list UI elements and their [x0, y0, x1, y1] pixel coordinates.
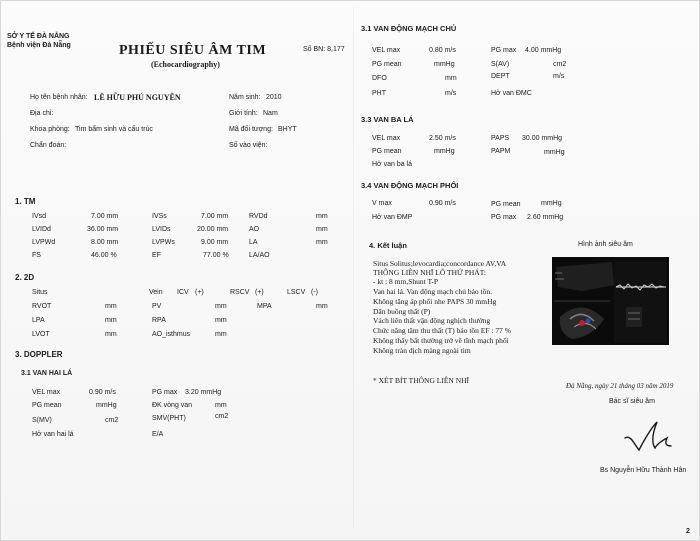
tm-lvidd-value: 36.00 mm [87, 226, 119, 233]
aortic-vel-max-label: VEL max [372, 47, 401, 54]
tm-lvids-label: LVIDs [152, 226, 171, 233]
ao-isthmus-label: AO_isthmus [152, 331, 191, 338]
aortic-dept-label: DEPT [491, 73, 510, 80]
tm-la-ao-label: LA/AO [249, 252, 270, 259]
conclusion-line-5: Không tăng áp phổi nhe PAPS 30 mmHg [373, 297, 497, 306]
mitral-vel-max-value: 0.90 m/s [89, 389, 116, 396]
situs-label: Situs [32, 289, 48, 296]
twod-heading: 2. 2D [15, 273, 35, 282]
conclusion-line-10: Không tràn dịch màng ngoài tim [373, 346, 471, 355]
tricuspid-vel-max-value: 2.50 m/s [429, 135, 456, 142]
tm-fs-value: 46.00 % [91, 252, 117, 259]
conclusion-line-7: Vách liên thất vận động nghịch thường [373, 316, 491, 325]
vein-label: Vein [149, 289, 163, 296]
sex-value: Nam [263, 110, 278, 117]
pulmonary-v-max-label: V max [372, 200, 392, 207]
recommendation: * XÉT BÍT THÔNG LIÊN NHĨ [373, 376, 470, 385]
tm-ef-label: EF [152, 252, 161, 259]
conclusion-line-2: THÔNG LIÊN NHĨ LỖ THỨ PHÁT: [373, 268, 487, 277]
tm-lvpws-value: 9.00 mm [201, 239, 229, 246]
dob-value: 2010 [266, 94, 282, 101]
object-code-label: Mã đối tượng: [229, 126, 273, 133]
aortic-dfo-unit: mm [445, 75, 457, 82]
aortic-pht-unit: m/s [445, 90, 457, 97]
sex-label: Giới tính: [229, 110, 258, 117]
tm-lvidd-label: LVIDd [32, 226, 51, 233]
object-code-value: BHYT [278, 126, 297, 133]
rvot-label: RVOT [32, 303, 52, 310]
doppler-heading: 3. DOPPLER [15, 350, 63, 359]
tm-ef-value: 77.00 % [203, 252, 229, 259]
mitral-pg-mean-unit: mmHg [96, 402, 117, 409]
conclusion-heading: 4. Kết luận [369, 241, 407, 250]
tm-lvpwd-label: LVPWd [32, 239, 56, 246]
mitral-pg-max-label: PG max [152, 389, 178, 396]
mitral-smv-pht-unit: cm2 [215, 413, 229, 420]
conclusion-line-1: Situs Solitus;levocardia;concordance AV,VA [373, 259, 507, 268]
department-value: Tim bẩm sinh và cấu trúc [75, 126, 153, 133]
tm-la-label: LA [249, 239, 258, 246]
tricuspid-paps-value: 30.00 mmHg [522, 135, 563, 142]
tm-lvids-value: 20.00 mm [197, 226, 229, 233]
signer-role: Bác sĩ siêu âm [609, 398, 655, 405]
pulmonary-heading: 3.4 VAN ĐỘNG MẠCH PHỔI [361, 181, 459, 190]
aortic-pg-max-value: 4.00 mmHg [525, 47, 562, 54]
hospital-name: Bệnh viện Đà Nẵng [7, 42, 71, 49]
pv-label: PV [152, 303, 162, 310]
tricuspid-pg-mean-unit: mmHg [434, 148, 455, 155]
aortic-pg-max-label: PG max [491, 47, 517, 54]
pulmonary-pg-max-label: PG max [491, 214, 517, 221]
tricuspid-papm-unit: mmHg [544, 149, 565, 156]
ultrasound-image-label: Hình ảnh siêu âm [578, 241, 633, 248]
tm-rvdd-label: RVDd [249, 213, 268, 220]
pulmonary-v-max-value: 0.90 m/s [429, 200, 456, 207]
conclusion-line-3: - kt : 8 mm,Shunt T-P [373, 277, 439, 286]
tricuspid-papm-label: PAPM [491, 148, 511, 155]
tm-ao-label: AO [249, 226, 260, 233]
mitral-smv-unit: cm2 [105, 417, 119, 424]
aortic-vel-max-value: 0.80 m/s [429, 47, 456, 54]
conclusion-line-4: Van hai lá. Van động mạch chủ bảo tồn. [373, 287, 493, 296]
doctor-name: Bs Nguyễn Hữu Thành Hân [600, 467, 687, 474]
mitral-smv-label: S(MV) [32, 417, 52, 424]
ultrasound-image [552, 257, 669, 345]
aortic-regurg-label: Hở van ĐMC [491, 90, 532, 97]
rpa-label: RPA [152, 317, 166, 324]
tricuspid-heading: 3.3 VAN BA LÁ [361, 115, 414, 124]
conclusion-line-8: Chức năng tâm thu thất (T) bảo tồn EF : 77 % [373, 326, 511, 335]
aortic-sav-unit: cm2 [553, 61, 567, 68]
aortic-dept-unit: m/s [553, 73, 565, 80]
report-date: Đà Nẵng, ngày 21 tháng 03 năm 2019 [566, 382, 674, 390]
aortic-sav-label: S(AV) [491, 61, 510, 68]
page-number: 2 [686, 528, 690, 535]
tm-ivsd-label: IVsd [32, 213, 47, 220]
aortic-heading: 3.1 VAN ĐỘNG MẠCH CHỦ [361, 24, 457, 33]
diagnosis-label: Chẩn đoán: [30, 142, 67, 149]
aortic-pht-label: PHT [372, 90, 386, 97]
pulmonary-pg-mean-label: PG mean [491, 201, 521, 208]
pulmonary-pg-max-value: 2.60 mmHg [527, 214, 564, 221]
column-divider [353, 7, 354, 527]
icv-label: ICV [177, 289, 189, 296]
lpa-unit: mm [105, 317, 117, 324]
lscv-value: (-) [311, 289, 318, 296]
patient-name: LÊ HỮU PHÚ NGUYÊN [94, 93, 181, 102]
lpa-label: LPA [32, 317, 45, 324]
mitral-heading: 3.1 VAN HAI LÁ [21, 370, 73, 377]
department-label: Khoa phòng: [30, 126, 70, 133]
rscv-label: RSCV [230, 289, 250, 296]
mitral-annulus-unit: mm [215, 402, 227, 409]
mitral-vel-max-label: VEL max [32, 389, 61, 396]
tm-heading: 1. TM [15, 197, 36, 206]
rpa-unit: mm [215, 317, 227, 324]
page-title: PHIẾU SIÊU ÂM TIM [119, 43, 267, 58]
conclusion-line-6: Dãn buồng thất (P) [373, 307, 431, 316]
conclusion-line-9: Không thấy bất thường trở về tĩnh mạch phổi [373, 336, 509, 345]
lvot-label: LVOT [32, 331, 50, 338]
ao-isthmus-unit: mm [215, 331, 227, 338]
pulmonary-regurg-label: Hở van ĐMP [372, 214, 413, 221]
ultrasound-image-graphic [552, 257, 669, 345]
pv-unit: mm [215, 303, 227, 310]
patient-name-label: Họ tên bệnh nhân: [30, 94, 88, 101]
tricuspid-regurg-label: Hở van ba lá [372, 161, 413, 168]
address-label: Địa chỉ: [30, 110, 54, 117]
lscv-label: LSCV [287, 289, 306, 296]
aortic-pg-mean-label: PG mean [372, 61, 402, 68]
aortic-dfo-label: DFO [372, 75, 387, 82]
tm-la-unit: mm [316, 239, 328, 246]
mitral-ea-label: E/A [152, 431, 164, 438]
tricuspid-vel-max-label: VEL max [372, 135, 401, 142]
pulmonary-pg-mean-unit: mmHg [541, 200, 562, 207]
tm-ao-unit: mm [316, 226, 328, 233]
tm-rvdd-unit: mm [316, 213, 328, 220]
icv-value: (+) [195, 289, 204, 296]
tm-fs-label: FS [32, 252, 41, 259]
tricuspid-pg-mean-label: PG mean [372, 148, 402, 155]
mpa-label: MPA [257, 303, 272, 310]
rscv-value: (+) [255, 289, 264, 296]
doctor-signature [623, 416, 683, 456]
tm-ivss-label: IVSs [152, 213, 167, 220]
aortic-pg-mean-unit: mmHg [434, 61, 455, 68]
mitral-pg-mean-label: PG mean [32, 402, 62, 409]
mitral-smv-pht-label: SMV(PHT) [152, 415, 186, 422]
lvot-unit: mm [105, 331, 117, 338]
dob-label: Năm sinh: [229, 94, 261, 101]
mitral-regurg-label: Hở van hai lá [32, 431, 74, 438]
rvot-unit: mm [105, 303, 117, 310]
mpa-unit: mm [316, 303, 328, 310]
tricuspid-paps-label: PAPS [491, 135, 510, 142]
admission-number-label: Số vào viện: [229, 142, 268, 149]
patient-number: Số BN: 8,177 [303, 46, 345, 53]
org-name: SỞ Y TẾ ĐÀ NẴNG [7, 33, 70, 40]
tm-ivss-value: 7.00 mm [201, 213, 229, 220]
page-subtitle: (Echocardiography) [151, 60, 220, 69]
mitral-pg-max-value: 3.20 mmHg [185, 389, 222, 396]
tm-ivsd-value: 7.00 mm [91, 213, 119, 220]
tm-lvpwd-value: 8.00 mm [91, 239, 119, 246]
tm-lvpws-label: LVPWs [152, 239, 175, 246]
mitral-annulus-label: ĐK vòng van [152, 402, 193, 409]
